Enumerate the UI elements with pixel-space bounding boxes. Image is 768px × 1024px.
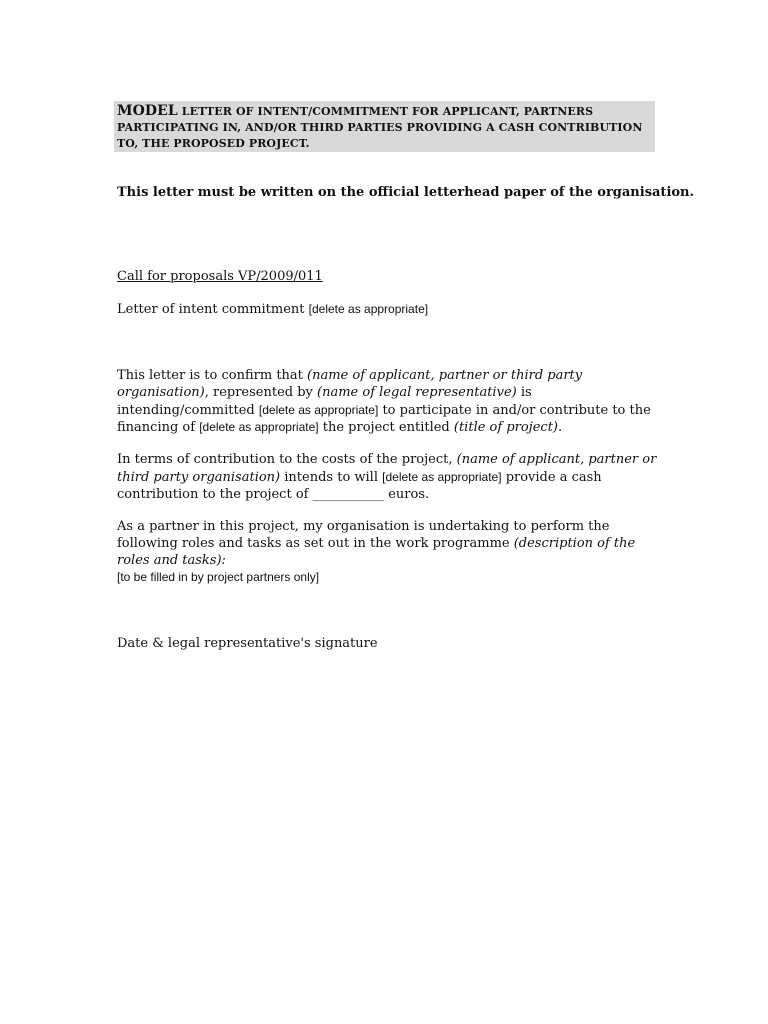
para2-text-3: provide a cash contribution to the project of ___________ euros. (117, 469, 602, 502)
contributor-placeholder: (name of applicant, partner or third party organisation) (117, 452, 657, 485)
heading-first-word: MODEL (117, 103, 178, 119)
para2-note-1: [delete as appropriate] (382, 469, 502, 484)
roles-placeholder: (description of the roles and tasks): (117, 535, 636, 568)
para2-text-2: intends to will (280, 469, 383, 485)
letter-type-line (117, 301, 428, 318)
para1-note-1: [delete as appropriate] (258, 402, 379, 417)
para1-text-3: is intending/committed (117, 384, 532, 418)
project-title-placeholder: (title of project) (453, 420, 558, 436)
para3-text-1: As a partner in this project, my organisation is undertaking to perform the following roles and tasks as set out in the work programme (117, 519, 610, 551)
letter-type-note: [delete as appropriate] (308, 302, 429, 316)
representative-placeholder: (name of legal representative) (317, 384, 517, 400)
para1-text-1: This letter is to confirm that (117, 368, 308, 383)
letter-type-text: Letter of intent commitment (117, 302, 309, 317)
para1-text-6: . (558, 420, 563, 436)
organisation-placeholder: (name of applicant, partner or third party organisation) (117, 368, 583, 400)
letterhead-notice: This letter must be written on the official letterhead paper of the organisation. (117, 185, 695, 200)
confirmation-paragraph (117, 368, 657, 437)
para1-note-2: [delete as appropriate] (199, 420, 319, 435)
heading-text: LETTER OF INTENT/COMMITMENT FOR APPLICANT, PARTNERS PARTICIPATING IN, AND/OR THIRD PARTIES PROVIDING A CASH CONTRIBUTION TO, THE PROPOSED PROJECT. (117, 105, 643, 150)
para1-text-4: to participate in and/or contribute to the financing of (117, 402, 651, 436)
signature-line: Date & legal representative's signature (117, 636, 378, 651)
para3-note-1: [to be filled in by project partners only] (117, 570, 320, 585)
para1-text-2: , represented by (204, 384, 318, 400)
roles-paragraph (117, 519, 657, 587)
document-heading (114, 101, 655, 152)
para1-text-5: the project entitled (318, 420, 454, 436)
para2-text-1: In terms of contribution to the costs of the project, (117, 452, 457, 467)
contribution-paragraph (117, 452, 657, 503)
call-for-proposals: Call for proposals VP/2009/011 (117, 269, 323, 284)
